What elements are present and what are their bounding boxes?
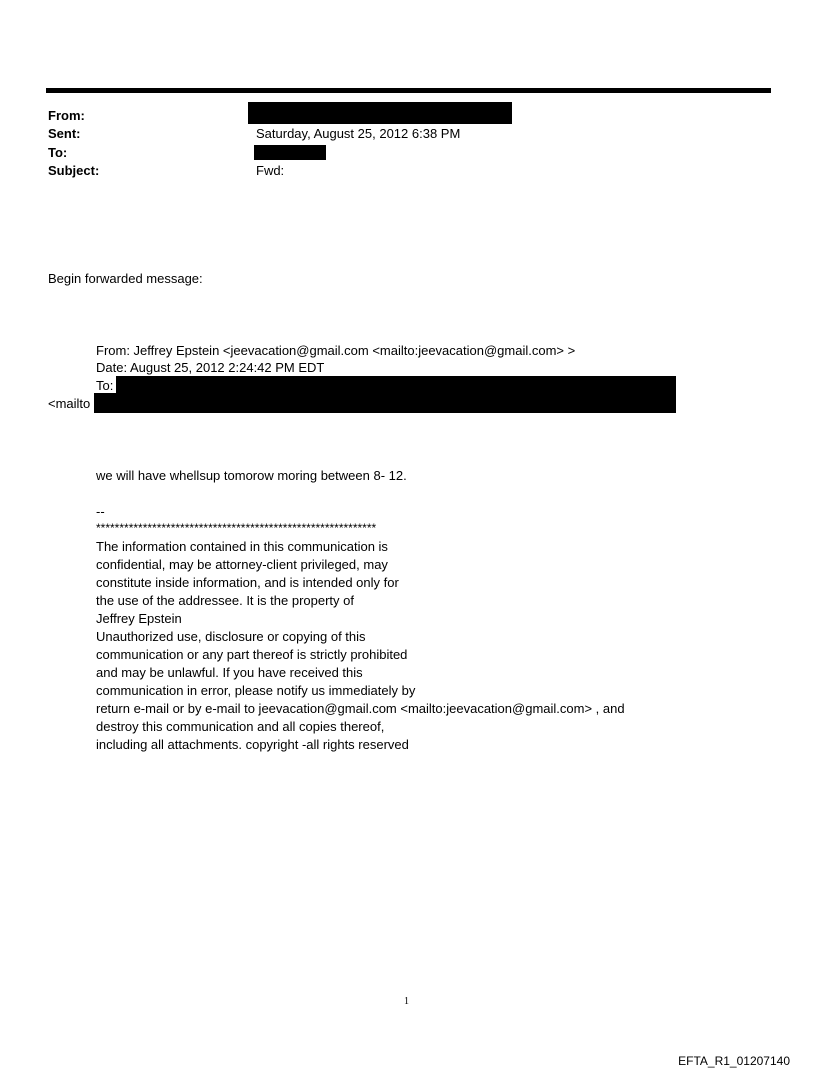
- forward-intro: Begin forwarded message:: [48, 271, 203, 286]
- disclaimer-line: including all attachments. copyright -all rights reserved: [96, 737, 409, 752]
- from-label: From:: [48, 108, 85, 123]
- disclaimer-line: confidential, may be attorney-client privileged, may: [96, 557, 388, 572]
- disclaimer-line: Unauthorized use, disclosure or copying of this: [96, 629, 366, 644]
- page-number: 1: [404, 996, 409, 1007]
- disclaimer-line: destroy this communication and all copies thereof,: [96, 719, 385, 734]
- sent-label: Sent:: [48, 126, 81, 141]
- disclaimer-line: the use of the addressee. It is the property of: [96, 593, 354, 608]
- forwarded-mailto: <mailto: [48, 396, 91, 411]
- to-redaction: [254, 145, 326, 160]
- forwarded-date: Date: August 25, 2012 2:24:42 PM EDT: [96, 360, 325, 375]
- signature-stars: ************************************************************: [96, 521, 377, 535]
- disclaimer-line: communication in error, please notify us immediately by: [96, 683, 416, 698]
- to-label: To:: [48, 145, 68, 160]
- message-text: we will have whellsup tomorow moring between 8- 12.: [96, 468, 407, 483]
- disclaimer-line: constitute inside information, and is intended only for: [96, 575, 399, 590]
- forwarded-from: From: Jeffrey Epstein <jeevacation@gmail.com <mailto:jeevacation@gmail.com> >: [96, 343, 576, 358]
- forwarded-to: To:: [96, 378, 114, 393]
- disclaimer-line: return e-mail or by e-mail to jeevacation@gmail.com <mailto:jeevacation@gmail.com> , and: [96, 701, 625, 716]
- disclaimer-line: Jeffrey Epstein: [96, 611, 182, 626]
- subject-label: Subject:: [48, 163, 100, 178]
- subject-value: Fwd:: [256, 163, 285, 178]
- disclaimer-line: and may be unlawful. If you have received this: [96, 665, 363, 680]
- signature-dash: --: [96, 504, 105, 519]
- document-id: EFTA_R1_01207140: [678, 1054, 790, 1068]
- disclaimer-line: communication or any part thereof is strictly prohibited: [96, 647, 408, 662]
- sent-value: Saturday, August 25, 2012 6:38 PM: [256, 126, 461, 141]
- mailto-redaction: [94, 393, 676, 413]
- disclaimer-line: The information contained in this communication is: [96, 539, 388, 554]
- header-rule: [46, 88, 771, 93]
- from-redaction: [248, 102, 512, 124]
